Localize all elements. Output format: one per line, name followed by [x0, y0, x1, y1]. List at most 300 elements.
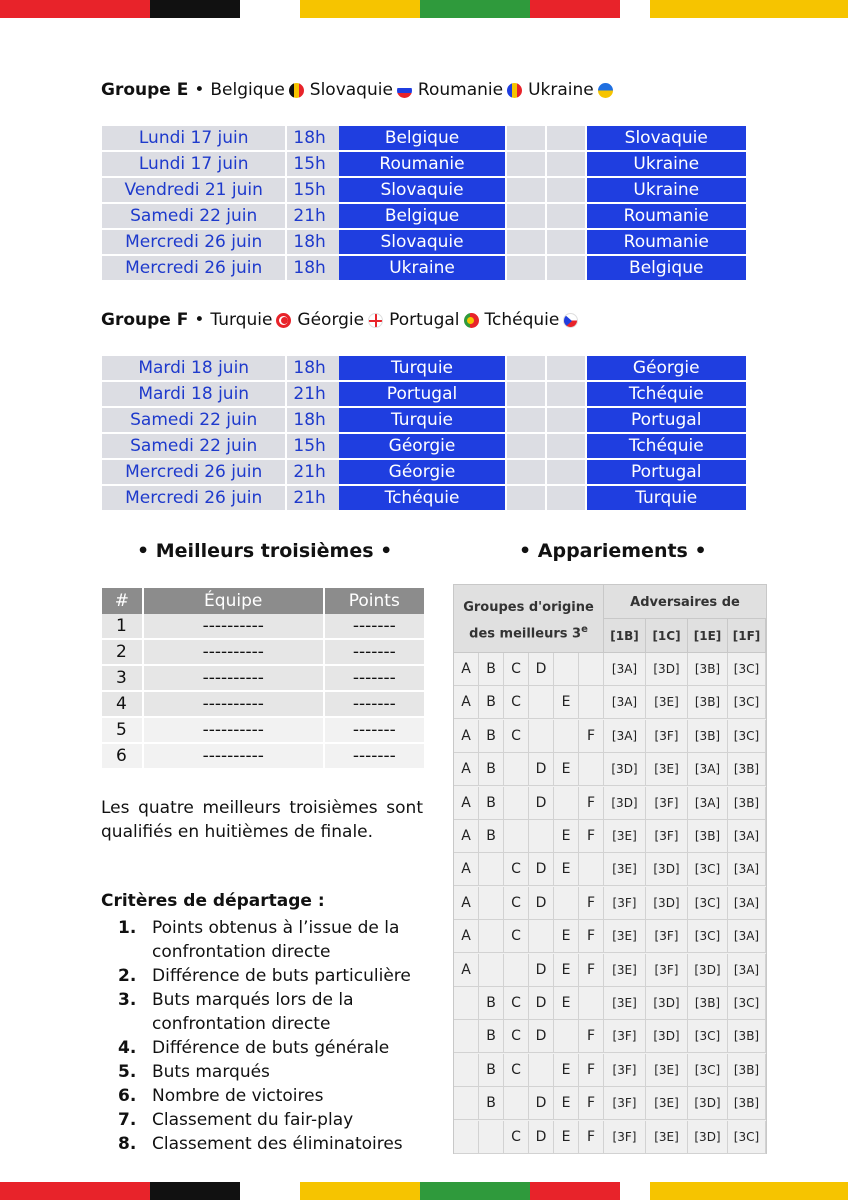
stripe-segment: [420, 1182, 530, 1200]
stripe-segment: [240, 1182, 300, 1200]
opponent-cell: [3D]: [604, 753, 646, 786]
group-e-team-3: Roumanie: [417, 80, 504, 100]
opponent-cell: [3E]: [646, 1054, 688, 1087]
origin-group-cell: [454, 987, 479, 1020]
match-row: [102, 230, 746, 256]
team-cell[interactable]: ----------: [144, 614, 323, 640]
match-home-team: Slovaquie: [339, 178, 504, 204]
match-row: [102, 256, 746, 282]
criteria-title: Critères de départage :: [101, 891, 325, 911]
origin-group-cell: C: [504, 686, 529, 719]
turkey-flag-icon: [276, 313, 291, 328]
team-cell[interactable]: ----------: [144, 692, 323, 718]
table-row: [454, 887, 766, 920]
home-score-box[interactable]: [507, 152, 545, 178]
home-score-box[interactable]: [507, 126, 545, 152]
match-home-team: Géorgie: [339, 460, 504, 486]
opponent-cell: [3D]: [604, 787, 646, 820]
origin-group-cell: D: [529, 1020, 554, 1053]
match-away-team: Géorgie: [587, 356, 747, 382]
origin-group-cell: [454, 1087, 479, 1120]
opponent-cell: [3D]: [646, 1020, 688, 1053]
match-row: [102, 204, 746, 230]
home-score-box[interactable]: [507, 356, 545, 382]
match-time: 18h: [287, 408, 339, 434]
origin-group-cell: A: [454, 887, 479, 920]
match-date: Mercredi 26 juin: [102, 486, 285, 512]
origin-group-cell: [504, 1087, 529, 1120]
away-score-box[interactable]: [547, 204, 585, 230]
origin-group-cell: F: [579, 1087, 604, 1120]
home-score-box[interactable]: [507, 408, 545, 434]
match-home-team: Turquie: [339, 408, 504, 434]
opponent-cell: [3C]: [688, 1020, 728, 1053]
team-cell[interactable]: ----------: [144, 666, 323, 692]
stripe-segment: [420, 0, 530, 18]
slovakia-flag-icon: [397, 83, 412, 98]
match-time: 18h: [287, 256, 339, 282]
opponent-cell: [3F]: [604, 1121, 646, 1154]
opponent-cell: [3F]: [646, 920, 688, 953]
points-cell[interactable]: -------: [325, 640, 424, 666]
table-row: [454, 987, 766, 1020]
match-away-team: Ukraine: [587, 178, 747, 204]
opponent-cell: [3F]: [646, 720, 688, 753]
origin-group-cell: [504, 820, 529, 853]
group-e-schedule: [102, 126, 746, 282]
origin-group-cell: [479, 920, 504, 953]
stripe-segment: [300, 1182, 420, 1200]
origin-group-cell: C: [504, 1020, 529, 1053]
origin-group-cell: E: [554, 920, 579, 953]
opponent-cell: [3B]: [728, 1087, 766, 1120]
table-row: [102, 692, 424, 718]
away-score-box[interactable]: [547, 256, 585, 282]
origin-header-line2: [454, 619, 603, 645]
origin-group-cell: C: [504, 887, 529, 920]
team-cell[interactable]: ----------: [144, 718, 323, 744]
team-cell[interactable]: ----------: [144, 640, 323, 666]
match-home-team: Belgique: [339, 204, 504, 230]
home-score-box[interactable]: [507, 178, 545, 204]
group-f-label: Groupe F: [101, 310, 189, 330]
best-thirds-header-row: [102, 588, 424, 614]
origin-group-cell: F: [579, 787, 604, 820]
match-away-team: Turquie: [587, 486, 747, 512]
origin-group-cell: [554, 1020, 579, 1053]
points-cell[interactable]: -------: [325, 718, 424, 744]
origin-group-cell: A: [454, 720, 479, 753]
home-score-box[interactable]: [507, 460, 545, 486]
opponent-cell: [3B]: [688, 686, 728, 719]
origin-group-cell: B: [479, 753, 504, 786]
match-date: Mercredi 26 juin: [102, 230, 285, 256]
opponent-cell: [3E]: [604, 820, 646, 853]
origin-header-text: des meilleurs 3: [469, 626, 582, 642]
match-row: [102, 460, 746, 486]
opponent-cell: [3F]: [604, 1087, 646, 1120]
opponent-cell: [3D]: [646, 653, 688, 686]
opponent-cell: [3F]: [646, 787, 688, 820]
group-e-team-1: Belgique: [210, 80, 285, 100]
origin-group-cell: D: [529, 887, 554, 920]
criterion-number: 1.: [118, 918, 137, 938]
origin-group-cell: [554, 720, 579, 753]
match-away-team: Portugal: [587, 460, 747, 486]
origin-group-cell: E: [554, 954, 579, 987]
origin-group-cell: [529, 1054, 554, 1087]
opponent-cell: [3E]: [604, 853, 646, 886]
origin-group-cell: F: [579, 1054, 604, 1087]
group-e-separator: •: [194, 80, 205, 100]
opponent-cell: [3B]: [728, 753, 766, 786]
match-date: Mercredi 26 juin: [102, 460, 285, 486]
match-time: 18h: [287, 230, 339, 256]
opponent-cell: [3D]: [646, 887, 688, 920]
origin-group-cell: [529, 720, 554, 753]
origin-group-cell: A: [454, 753, 479, 786]
origin-group-cell: A: [454, 820, 479, 853]
origin-group-cell: [479, 954, 504, 987]
opponent-cell: [3E]: [646, 1121, 688, 1154]
origin-group-cell: C: [504, 987, 529, 1020]
criterion-number: 7.: [118, 1110, 137, 1130]
group-e-label: Groupe E: [101, 80, 189, 100]
match-away-team: Roumanie: [587, 230, 747, 256]
origin-group-cell: F: [579, 1121, 604, 1154]
stripe-segment: [650, 0, 848, 18]
group-f-team-3: Portugal: [389, 310, 460, 330]
match-home-team: Géorgie: [339, 434, 504, 460]
portugal-flag-icon: [464, 313, 479, 328]
criterion-text: Classement des éliminatoires: [152, 1134, 403, 1154]
opponent-cell: [3A]: [728, 887, 766, 920]
origin-group-cell: B: [479, 1020, 504, 1053]
origin-group-cell: E: [554, 686, 579, 719]
origin-group-cell: D: [529, 753, 554, 786]
origin-group-cell: [454, 1054, 479, 1087]
list-item: [118, 988, 438, 1036]
opponent-cell: [3C]: [688, 920, 728, 953]
list-item: [118, 964, 438, 988]
group-f-schedule: [102, 356, 746, 512]
match-time: 15h: [287, 434, 339, 460]
group-e-team-4: Ukraine: [528, 80, 594, 100]
match-date: Samedi 22 juin: [102, 434, 285, 460]
origin-group-cell: D: [529, 1087, 554, 1120]
origin-group-cell: C: [504, 720, 529, 753]
pairings-heading: • Appariements •: [519, 540, 707, 562]
match-home-team: Slovaquie: [339, 230, 504, 256]
opponent-cell: [3A]: [728, 853, 766, 886]
match-date: Mardi 18 juin: [102, 356, 285, 382]
away-score-box[interactable]: [547, 460, 585, 486]
top-decorative-stripe: [0, 0, 848, 18]
origin-group-cell: [529, 686, 554, 719]
origin-group-cell: D: [529, 853, 554, 886]
home-score-box[interactable]: [507, 382, 545, 408]
criterion-number: 4.: [118, 1038, 137, 1058]
origin-group-cell: E: [554, 1121, 579, 1154]
away-score-box[interactable]: [547, 152, 585, 178]
origin-group-cell: C: [504, 920, 529, 953]
opponent-cell: [3C]: [728, 987, 766, 1020]
opponent-cell: [3A]: [728, 954, 766, 987]
opponent-cell: [3E]: [604, 987, 646, 1020]
table-row: [102, 744, 424, 770]
origin-group-cell: D: [529, 1121, 554, 1154]
rank-cell: 4: [102, 692, 142, 718]
rank-cell: 2: [102, 640, 142, 666]
criterion-text: Points obtenus à l’issue de la confrontation directe: [152, 918, 400, 962]
home-score-box[interactable]: [507, 486, 545, 512]
table-row: [454, 1121, 766, 1154]
match-date: Mardi 18 juin: [102, 382, 285, 408]
group-f-title: [101, 310, 584, 330]
origin-group-cell: B: [479, 653, 504, 686]
stripe-segment: [0, 1182, 150, 1200]
match-date: Mercredi 26 juin: [102, 256, 285, 282]
opponent-cell: [3F]: [604, 1020, 646, 1053]
origin-group-cell: A: [454, 686, 479, 719]
list-item: [118, 1108, 438, 1132]
origin-group-cell: B: [479, 987, 504, 1020]
opponent-cell: [3A]: [728, 820, 766, 853]
team-cell[interactable]: ----------: [144, 744, 323, 770]
origin-group-cell: [529, 920, 554, 953]
origin-group-cell: F: [579, 1020, 604, 1053]
origin-group-cell: [579, 853, 604, 886]
opponent-cell: [3C]: [688, 853, 728, 886]
away-score-box[interactable]: [547, 434, 585, 460]
match-date: Vendredi 21 juin: [102, 178, 285, 204]
origin-group-cell: [579, 686, 604, 719]
origin-group-cell: B: [479, 720, 504, 753]
group-f-team-1: Turquie: [210, 310, 273, 330]
table-row: [454, 1054, 766, 1087]
belgium-flag-icon: [289, 83, 304, 98]
match-time: 21h: [287, 382, 339, 408]
stripe-segment: [150, 1182, 240, 1200]
opponent-cell: [3E]: [604, 920, 646, 953]
match-row: [102, 178, 746, 204]
opponent-cell: [3D]: [688, 1121, 728, 1154]
rank-cell: 1: [102, 614, 142, 640]
stripe-segment: [240, 0, 300, 18]
opponent-cell: [3C]: [688, 887, 728, 920]
table-row: [454, 1087, 766, 1120]
stripe-segment: [150, 0, 240, 18]
rank-cell: 5: [102, 718, 142, 744]
origin-groups-header: [454, 585, 604, 653]
origin-group-cell: [579, 753, 604, 786]
match-away-team: Portugal: [587, 408, 747, 434]
away-score-box[interactable]: [547, 408, 585, 434]
opponent-cell: [3F]: [646, 954, 688, 987]
match-time: 21h: [287, 486, 339, 512]
match-row: [102, 126, 746, 152]
best-thirds-heading: • Meilleurs troisièmes •: [137, 540, 393, 562]
pairings-table: [453, 584, 767, 1154]
opponent-cell: [3B]: [688, 987, 728, 1020]
origin-group-cell: C: [504, 1054, 529, 1087]
opponent-cell: [3F]: [604, 1054, 646, 1087]
table-row: [454, 753, 766, 786]
match-home-team: Portugal: [339, 382, 504, 408]
opponent-cell: [3B]: [688, 653, 728, 686]
origin-group-cell: E: [554, 753, 579, 786]
stripe-segment: [530, 1182, 620, 1200]
romania-flag-icon: [507, 83, 522, 98]
away-score-box[interactable]: [547, 486, 585, 512]
opponent-cell: [3A]: [728, 920, 766, 953]
column-header-points: Points: [325, 588, 424, 614]
origin-header-line1: Groupes d'origine: [463, 600, 594, 615]
table-row: [454, 686, 766, 719]
group-f-team-4: Tchéquie: [484, 310, 560, 330]
away-score-box[interactable]: [547, 126, 585, 152]
criterion-text: Différence de buts générale: [152, 1038, 390, 1058]
points-cell[interactable]: -------: [325, 666, 424, 692]
table-row: [454, 920, 766, 953]
points-cell[interactable]: -------: [325, 744, 424, 770]
home-score-box[interactable]: [507, 434, 545, 460]
origin-group-cell: [554, 653, 579, 686]
origin-group-cell: C: [504, 853, 529, 886]
away-score-box[interactable]: [547, 230, 585, 256]
match-row: [102, 152, 746, 178]
opponent-cell: [3B]: [728, 1020, 766, 1053]
table-row: [102, 640, 424, 666]
away-score-box[interactable]: [547, 178, 585, 204]
stripe-segment: [0, 0, 150, 18]
opponent-cell: [3A]: [604, 653, 646, 686]
away-score-box[interactable]: [547, 356, 585, 382]
table-row: [454, 787, 766, 820]
origin-group-cell: E: [554, 1054, 579, 1087]
home-score-box[interactable]: [507, 204, 545, 230]
opponent-column-header: [1B]: [604, 619, 646, 653]
origin-group-cell: E: [554, 1087, 579, 1120]
stripe-segment: [620, 1182, 650, 1200]
origin-group-cell: C: [504, 1121, 529, 1154]
match-home-team: Ukraine: [339, 256, 504, 282]
match-row: [102, 486, 746, 512]
table-row: [454, 853, 766, 886]
origin-group-cell: [579, 653, 604, 686]
origin-group-cell: F: [579, 920, 604, 953]
origin-group-cell: F: [579, 820, 604, 853]
opponent-cell: [3B]: [688, 820, 728, 853]
opponent-cell: [3A]: [688, 753, 728, 786]
opponent-cell: [3C]: [728, 1121, 766, 1154]
match-home-team: Belgique: [339, 126, 504, 152]
stripe-segment: [300, 0, 420, 18]
origin-group-cell: D: [529, 954, 554, 987]
opponent-cell: [3A]: [604, 686, 646, 719]
origin-group-cell: [529, 820, 554, 853]
origin-group-cell: [504, 753, 529, 786]
origin-group-cell: A: [454, 954, 479, 987]
list-item: [118, 1132, 438, 1156]
criterion-number: 8.: [118, 1134, 137, 1154]
criterion-text: Nombre de victoires: [152, 1086, 324, 1106]
origin-group-cell: D: [529, 653, 554, 686]
criterion-number: 3.: [118, 990, 137, 1010]
list-item: [118, 1084, 438, 1108]
match-away-team: Slovaquie: [587, 126, 747, 152]
opponent-column-header: [1C]: [646, 619, 688, 653]
opponents-header: Adversaires de: [604, 585, 766, 619]
match-away-team: Ukraine: [587, 152, 747, 178]
column-header-rank: #: [102, 588, 142, 614]
qualification-note: Les quatre meilleurs troisièmes sont qualifiés en huitièmes de finale.: [101, 798, 423, 842]
opponent-cell: [3E]: [604, 954, 646, 987]
match-time: 18h: [287, 126, 339, 152]
list-item: [118, 1060, 438, 1084]
origin-group-cell: [479, 1121, 504, 1154]
table-row: [102, 666, 424, 692]
origin-group-cell: B: [479, 686, 504, 719]
match-home-team: Tchéquie: [339, 486, 504, 512]
match-home-team: Turquie: [339, 356, 504, 382]
origin-group-cell: [479, 887, 504, 920]
table-row: [102, 718, 424, 744]
origin-group-cell: A: [454, 853, 479, 886]
rank-cell: 6: [102, 744, 142, 770]
criterion-number: 5.: [118, 1062, 137, 1082]
opponent-column-header: [1E]: [688, 619, 728, 653]
origin-group-cell: [479, 853, 504, 886]
match-away-team: Tchéquie: [587, 382, 747, 408]
match-time: 15h: [287, 178, 339, 204]
opponent-cell: [3C]: [728, 686, 766, 719]
match-row: [102, 382, 746, 408]
points-cell[interactable]: -------: [325, 614, 424, 640]
column-header-team: Équipe: [144, 588, 323, 614]
origin-group-cell: B: [479, 1087, 504, 1120]
opponent-cell: [3B]: [728, 787, 766, 820]
origin-group-cell: A: [454, 920, 479, 953]
rank-cell: 3: [102, 666, 142, 692]
origin-group-cell: C: [504, 653, 529, 686]
stripe-segment: [530, 0, 620, 18]
criterion-text: Différence de buts particulière: [152, 966, 411, 986]
criterion-text: Buts marqués: [152, 1062, 270, 1082]
away-score-box[interactable]: [547, 382, 585, 408]
opponent-cell: [3D]: [688, 1087, 728, 1120]
match-away-team: Tchéquie: [587, 434, 747, 460]
home-score-box[interactable]: [507, 256, 545, 282]
best-thirds-body: [102, 614, 424, 770]
points-cell[interactable]: -------: [325, 692, 424, 718]
ukraine-flag-icon: [598, 83, 613, 98]
origin-group-cell: F: [579, 720, 604, 753]
match-date: Lundi 17 juin: [102, 152, 285, 178]
opponent-cell: [3F]: [646, 820, 688, 853]
origin-group-cell: [504, 954, 529, 987]
tiebreak-criteria-list: [118, 916, 438, 1156]
stripe-segment: [650, 1182, 848, 1200]
origin-group-cell: D: [529, 787, 554, 820]
group-f-team-2: Géorgie: [297, 310, 365, 330]
opponent-cell: [3C]: [728, 720, 766, 753]
group-f-separator: •: [194, 310, 205, 330]
criterion-number: 2.: [118, 966, 137, 986]
home-score-box[interactable]: [507, 230, 545, 256]
stripe-segment: [620, 0, 650, 18]
georgia-flag-icon: [368, 313, 383, 328]
